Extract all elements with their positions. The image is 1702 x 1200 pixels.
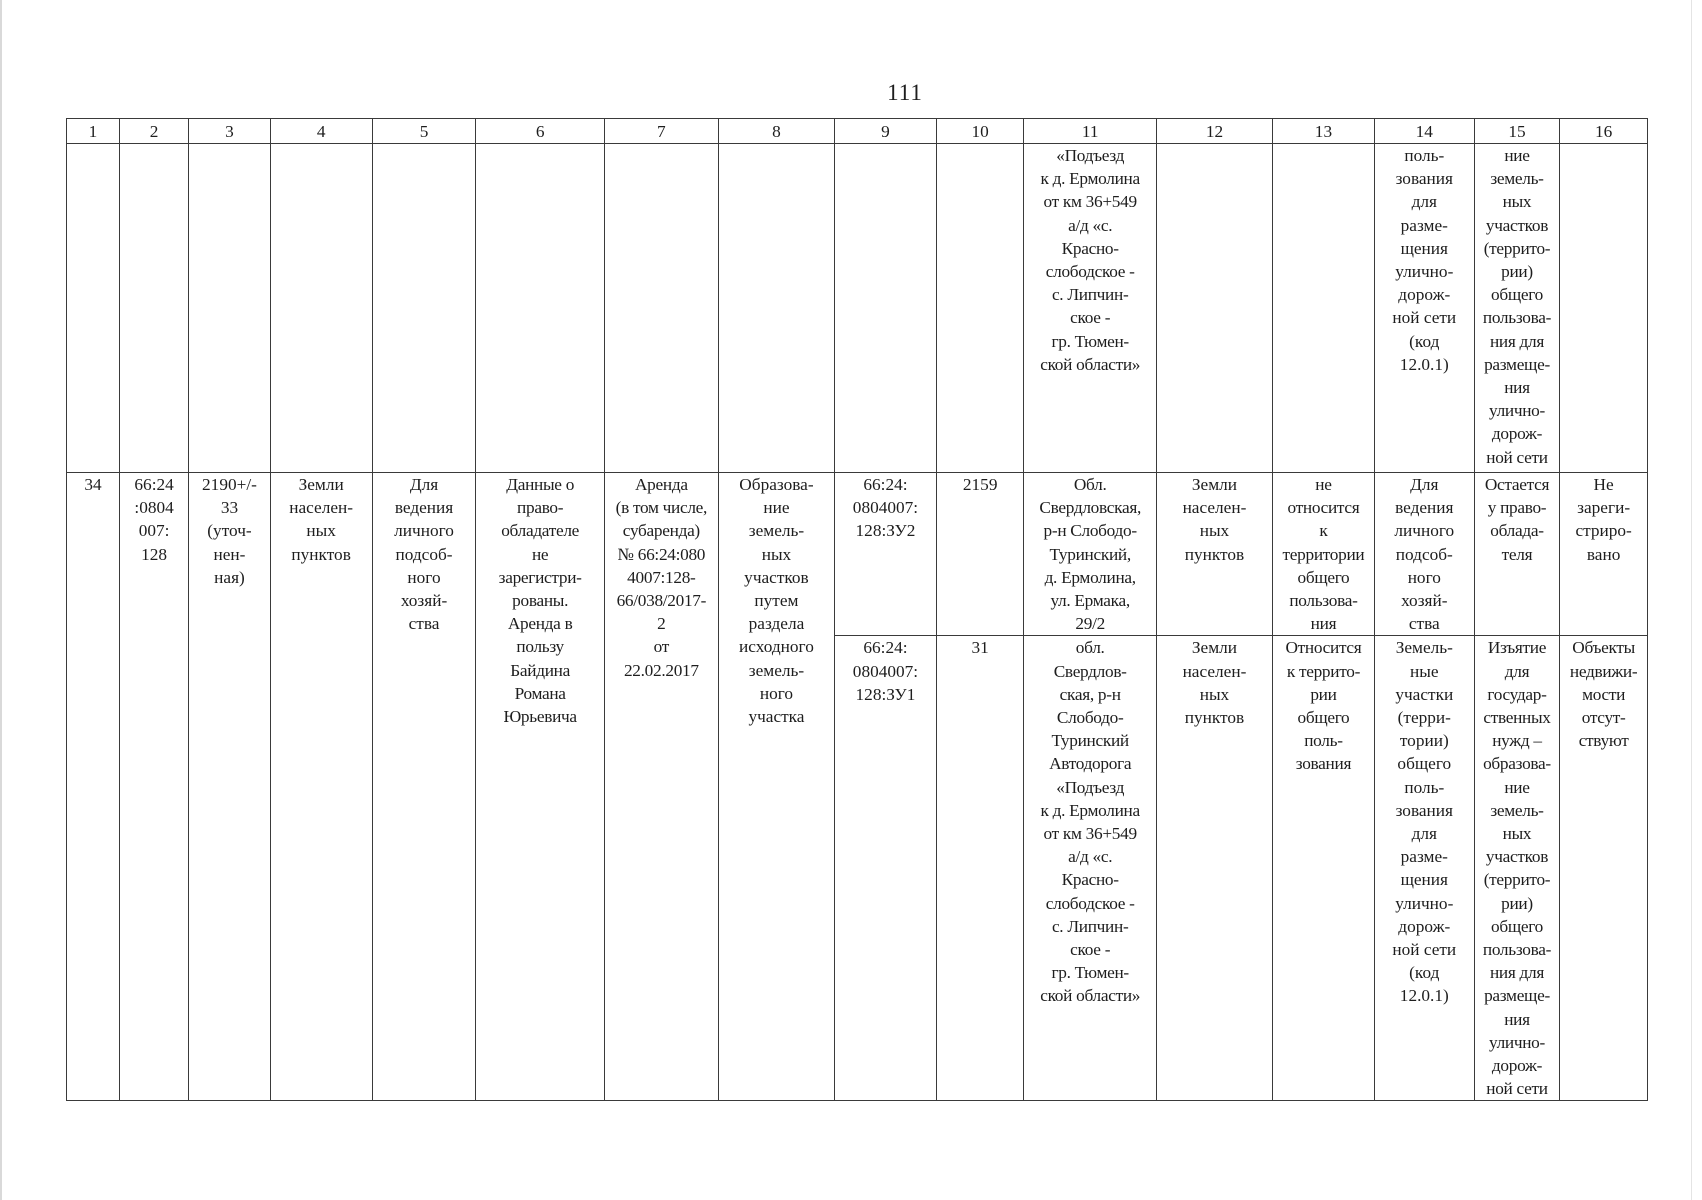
public-territory-cell: не относится к территории общего пользова- ния [1273, 473, 1375, 636]
address-cell: «Подъезд к д. Ермолина от км 36+549 а/д «с. Красно- слободское - с. Липчин- ское - гр. Тюмен- ской области» [1024, 144, 1156, 473]
table-cell [67, 144, 120, 473]
table-cell [119, 144, 188, 473]
column-number: 7 [604, 119, 718, 144]
column-number: 12 [1156, 119, 1272, 144]
table-cell [372, 144, 476, 473]
column-number: 9 [835, 119, 937, 144]
column-number: 15 [1474, 119, 1560, 144]
permitted-use-cell: Для ведения личного подсоб- ного хозяй- ства [1374, 473, 1474, 636]
row-number-cell: 34 [67, 473, 120, 1101]
land-category-cell: Земли населен- ных пунктов [270, 473, 372, 1101]
column-number: 6 [476, 119, 604, 144]
continuation-row [67, 144, 1648, 473]
address-cell: обл. Свердлов- ская, р-н Слободо- Туринский Автодорога «Подъезд к д. Ермолина от км 36+549 а/д «с. Красно- слободское - с. Липчин- ское - гр. Тюмен- ской области» [1024, 636, 1156, 1101]
permitted-use-cell: поль- зования для разме- щения улично- дорож- ной сети (код 12.0.1) [1374, 144, 1474, 473]
column-number: 16 [1560, 119, 1648, 144]
table-cell [476, 144, 604, 473]
measures-cell: Остается у право- облада- теля [1474, 473, 1560, 636]
table-cell [189, 144, 270, 473]
new-plot-area-cell: 31 [936, 636, 1024, 1101]
column-number: 8 [718, 119, 834, 144]
column-number: 1 [67, 119, 120, 144]
table-cell [1156, 144, 1272, 473]
cadastral-number-cell: 66:24 :0804 007: 128 [119, 473, 188, 1101]
address-cell: Обл. Свердловская, р-н Слободо- Туринский, д. Ермолина, ул. Ермака, 29/2 [1024, 473, 1156, 636]
area-cell: 2190+/- 33 (уточ- нен- ная) [189, 473, 270, 1101]
real-estate-cell: Объекты недвижи- мости отсут- ствуют [1560, 636, 1648, 1101]
column-number: 14 [1374, 119, 1474, 144]
table-cell [604, 144, 718, 473]
column-number: 4 [270, 119, 372, 144]
table-cell [936, 144, 1024, 473]
new-plot-area-cell: 2159 [936, 473, 1024, 636]
planned-action-cell: Образова- ние земель- ных участков путем раздела исходного земель- ного участка [718, 473, 834, 1101]
column-number: 13 [1273, 119, 1375, 144]
table-cell [718, 144, 834, 473]
permitted-use-cell: Для ведения личного подсоб- ного хозяй- ства [372, 473, 476, 1101]
table-row-34-plot-zu2 [67, 473, 1648, 636]
page-number: 111 [887, 80, 923, 105]
table-cell [1560, 144, 1648, 473]
column-number: 2 [119, 119, 188, 144]
table-cell [835, 144, 937, 473]
land-category-cell: Земли населен- ных пунктов [1156, 636, 1272, 1101]
new-plot-number-cell: 66:24: 0804007: 128:ЗУ2 [835, 473, 937, 636]
measures-cell: Изъятие для государ- ственных нужд – образова- ние земель- ных участков (террито- рии) общего пользова- ния для размеще- ния улично- дорож- ной сети [1474, 636, 1560, 1101]
scan-edge-left [0, 0, 2, 1200]
right-holder-cell: Данные о право- обладателе не зарегистри- рованы. Аренда в пользу Байдина Романа Юрьевича [476, 473, 604, 1101]
real-estate-cell: Не зареги- стриро- вано [1560, 473, 1648, 636]
public-territory-cell: Относится к террито- рии общего поль- зования [1273, 636, 1375, 1101]
column-number: 3 [189, 119, 270, 144]
permitted-use-cell: Земель- ные участки (терри- тории) общего поль- зования для разме- щения улично- дорож- ной сети (код 12.0.1) [1374, 636, 1474, 1101]
land-plots-table [66, 118, 1648, 1101]
table-cell [1273, 144, 1375, 473]
column-number: 5 [372, 119, 476, 144]
column-number: 11 [1024, 119, 1156, 144]
table-cell [270, 144, 372, 473]
column-number: 10 [936, 119, 1024, 144]
land-category-cell: Земли населен- ных пунктов [1156, 473, 1272, 636]
scan-edge-right [1691, 0, 1692, 1200]
measures-cell: ние земель- ных участков (террито- рии) общего пользова- ния для размеще- ния улично- дорож- ной сети [1474, 144, 1560, 473]
new-plot-number-cell: 66:24: 0804007: 128:ЗУ1 [835, 636, 937, 1101]
encumbrance-cell: Аренда (в том числе, субаренда) № 66:24:080 4007:128- 66/038/2017- 2 от 22.02.2017 [604, 473, 718, 1101]
column-number-row [67, 119, 1648, 144]
